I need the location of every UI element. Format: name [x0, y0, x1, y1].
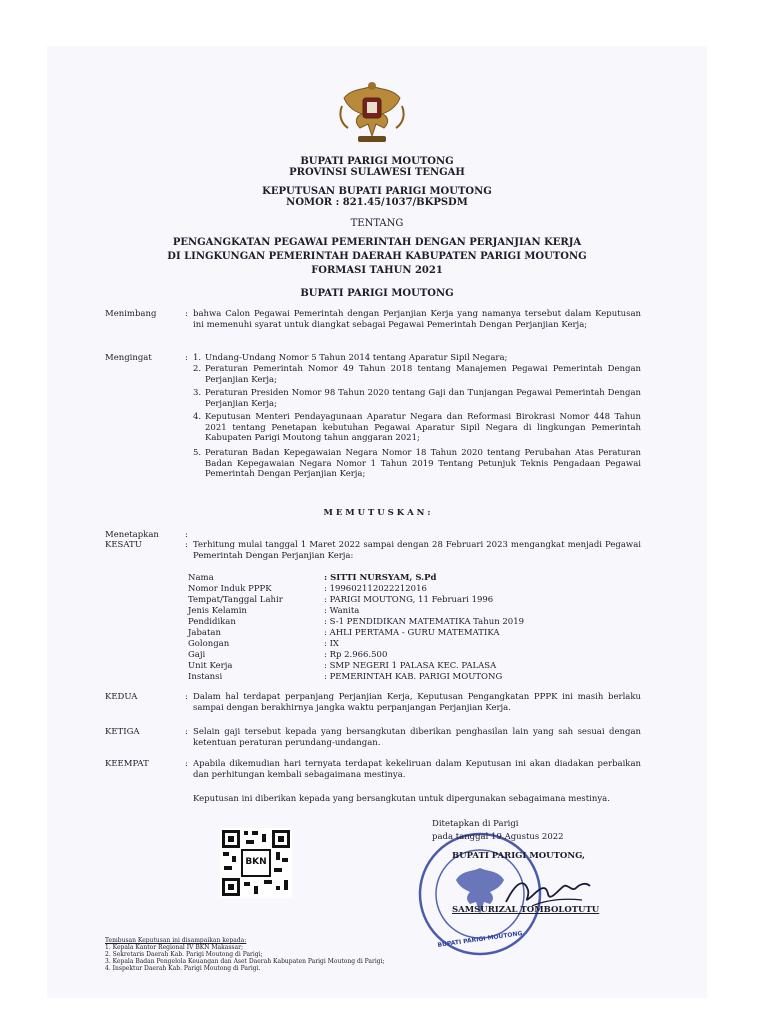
regent-heading-2: BUPATI PARIGI MOUTONG — [300, 288, 454, 299]
about-heading: TENTANG — [350, 218, 404, 229]
third-text: Selain gaji tersebut kepada yang bersangkutan diberikan penghasilan lain yang sah sesuai dengan ketentuan peraturan perundang-undangan. — [193, 727, 641, 748]
fourth-text: Apabila dikemudian hari ternyata terdapat kekeliruan dalam Keputusan ini akan diadakan perbaikan dan perhitungan kembali sebagaimana mestinya. — [193, 759, 641, 780]
first-label: KESATU — [105, 540, 142, 550]
biodata-label: Pendidikan — [188, 617, 236, 627]
biodata-label: Jabatan — [188, 628, 221, 638]
biodata-value: : 199602112022212016 — [324, 584, 427, 594]
colon: : — [185, 692, 188, 702]
second-label: KEDUA — [105, 692, 138, 702]
biodata-value: : IX — [324, 639, 339, 649]
biodata-value: : AHLI PERTAMA - GURU MATEMATIKA — [324, 628, 500, 638]
cc-item: 3. Kepala Badan Pengelola Keuangan dan Aset Daerah Kabupaten Parigi Moutong di Parigi; — [105, 958, 385, 965]
garuda-emblem-icon — [334, 76, 410, 148]
signature-name: SAMSURIZAL TOMBOLOTUTU — [452, 905, 600, 915]
signature-date: pada tanggal 19 Agustus 2022 — [432, 832, 564, 842]
second-text: Dalam hal terdapat perpanjang Perjanjian Kerja, Keputusan Pengangkatan PPPK ini masih berlaku sampai dengan berakhirnya jangka waktu perpanjangan Perjanjian Kerja. — [193, 692, 641, 713]
colon: : — [185, 353, 188, 363]
decides-heading: M E M U T U S K A N : — [323, 508, 431, 518]
title-line-1: PENGANGKATAN PEGAWAI PEMERINTAH DENGAN PERJANJIAN KERJA — [172, 237, 582, 248]
title-line-2: DI LINGKUNGAN PEMERINTAH DAERAH KABUPATEN PARIGI MOUTONG — [167, 251, 587, 262]
recalling-label: Mengingat — [105, 353, 152, 363]
fourth-label: KEEMPAT — [105, 759, 149, 769]
biodata-label: Nomor Induk PPPK — [188, 584, 272, 594]
considering-text: bahwa Calon Pegawai Pemerintah dengan Perjanjian Kerja yang namanya tersebut dalam Keputusan ini memenuhi syarat untuk diangkat sebagai Pegawai Pemerintah Dengan Perjanjian Kerja; — [193, 309, 641, 330]
biodata-label: Instansi — [188, 672, 223, 682]
province-heading: PROVINSI SULAWESI TENGAH — [289, 167, 465, 178]
list-item: 5. Peraturan Badan Kepegawaian Negara Nomor 18 Tahun 2020 tentang Perubahan Atas Peraturan Badan Kepegawaian Negara Nomor 1 Tahun 2019 Tentang Petunjuk Teknis Pengadaan Pegawai Pemerintah Dengan Perjanjian Kerja; — [193, 448, 641, 479]
biodata-value: : SITTI NURSYAM, S.Pd — [324, 573, 437, 583]
stamp-text: BUPATI PARIGI MOUTONG — [437, 930, 523, 949]
cc-heading: Tembusan Keputusan ini disampaikan kepada: — [105, 937, 247, 944]
colon: : — [185, 540, 188, 550]
considering-label: Menimbang — [105, 309, 157, 319]
biodata-label: Gaji — [188, 650, 206, 660]
biodata-value: : S-1 PENDIDIKAN MATEMATIKA Tahun 2019 — [324, 617, 525, 627]
list-item: 1. Undang-Undang Nomor 5 Tahun 2014 tentang Aparatur Sipil Negara; — [193, 353, 508, 363]
cc-item: 4. Inspektur Daerah Kab. Parigi Moutong di Parigi. — [105, 965, 261, 972]
biodata-label: Tempat/Tanggal Lahir — [188, 595, 283, 605]
signature-place: Ditetapkan di Parigi — [432, 819, 519, 829]
qr-code — [220, 828, 292, 898]
signature-title: BUPATI PARIGI MOUTONG, — [452, 851, 586, 861]
first-text: Terhitung mulai tanggal 1 Maret 2022 sampai dengan 28 Februari 2023 mengangkat menjadi Pegawai Pemerintah Dengan Perjanjian Kerja: — [193, 540, 641, 561]
list-item: 3. Peraturan Presiden Nomor 98 Tahun 2020 tentang Gaji dan Tunjangan Pegawai Pemerintah Dengan Perjanjian Kerja; — [193, 388, 641, 409]
list-item: 4. Keputusan Menteri Pendayagunaan Aparatur Negara dan Reformasi Birokrasi Nomor 448 Tahun 2021 tentang Penetapan kebutuhan Pegawai Aparatur Sipil Negara di lingkungan Pemerintah Kabupaten Parigi Moutong tahun anggaran 2021; — [193, 412, 641, 443]
colon: : — [185, 727, 188, 737]
establish-label: Menetapkan — [105, 530, 159, 540]
cc-item: 2. Sekretaris Daerah Kab. Parigi Moutong di Parigi; — [105, 951, 263, 958]
third-label: KETIGA — [105, 727, 140, 737]
colon: : — [185, 530, 188, 540]
biodata-value: : Wanita — [324, 606, 360, 616]
biodata-value: : Rp 2.966.500 — [324, 650, 388, 660]
cc-item: 1. Kepala Kantor Regional IV BKN Makassar; — [105, 944, 243, 951]
decree-heading: KEPUTUSAN BUPATI PARIGI MOUTONG — [262, 186, 492, 197]
colon: : — [185, 759, 188, 769]
biodata-label: Nama — [188, 573, 214, 583]
colon: : — [185, 309, 188, 319]
biodata-value: : PARIGI MOUTONG, 11 Februari 1996 — [324, 595, 494, 605]
list-item: 2. Peraturan Pemerintah Nomor 49 Tahun 2018 tentang Manajemen Pegawai Pemerintah Dengan Perjanjian Kerja; — [193, 364, 641, 385]
biodata-label: Jenis Kelamin — [188, 606, 247, 616]
biodata-label: Unit Kerja — [188, 661, 233, 671]
closing-text: Keputusan ini diberikan kepada yang bersangkutan untuk dipergunakan sebagaimana mestinya. — [193, 794, 610, 804]
regent-heading: BUPATI PARIGI MOUTONG — [300, 156, 454, 167]
title-line-3: FORMASI TAHUN 2021 — [311, 265, 443, 276]
biodata-value: : PEMERINTAH KAB. PARIGI MOUTONG — [324, 672, 503, 682]
decree-number: NOMOR : 821.45/1037/BKPSDM — [286, 197, 468, 208]
qr-center-label: BKN — [245, 857, 267, 867]
biodata-value: : SMP NEGERI 1 PALASA KEC. PALASA — [324, 661, 497, 671]
biodata-label: Golongan — [188, 639, 230, 649]
document-page — [47, 46, 707, 998]
